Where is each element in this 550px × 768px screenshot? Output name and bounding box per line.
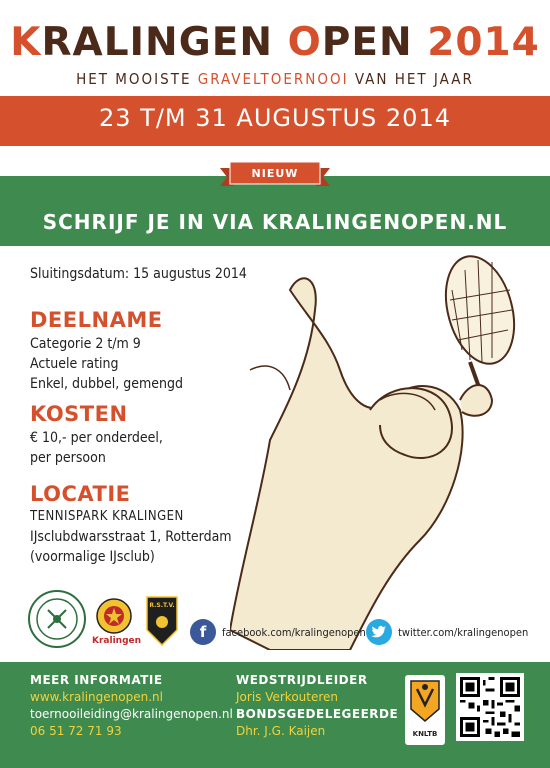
delegate-name: Dhr. J.G. Kaijen	[236, 724, 326, 738]
subtitle-highlight: GRAVELTOERNOOI	[197, 70, 349, 88]
tennis-player-illustration	[230, 250, 550, 650]
kosten-line: per persoon	[30, 450, 106, 466]
section-heading-locatie: LOCATIE	[30, 482, 131, 506]
facebook-link[interactable]	[190, 618, 366, 646]
title-initial: O	[287, 20, 322, 65]
subtitle-text: VAN HET JAAR	[354, 70, 474, 88]
delegate-heading: BONDSGEDELEGEERDE	[236, 707, 399, 721]
knltb-shield-icon	[405, 675, 445, 727]
section-heading-kosten: KOSTEN	[30, 402, 128, 426]
twitter-link[interactable]	[366, 618, 528, 646]
title-initial: K	[10, 20, 42, 65]
locatie-line: (voormalige IJsclub)	[30, 549, 155, 565]
footer-officials	[236, 672, 398, 740]
tennispark-seal-logo	[28, 590, 86, 648]
email-link[interactable]: toernooileiding@kralingenopen.nl	[30, 707, 233, 721]
deelname-line: Actuele rating	[30, 356, 119, 372]
subtitle-text: HET MOOISTE	[76, 70, 192, 88]
ribbon-label: NIEUW	[251, 167, 299, 180]
referee-name: Joris Verkouteren	[236, 690, 339, 704]
facebook-icon: f	[190, 619, 216, 645]
title-word: PEN	[321, 20, 413, 65]
footer-contact	[30, 672, 233, 740]
event-dates: 23 T/M 31 AUGUSTUS 2014	[99, 104, 451, 132]
referee-heading: WEDSTRIJDLEIDER	[236, 673, 368, 687]
subtitle	[0, 70, 550, 88]
kralingen-logo-label: Kralingen	[92, 636, 142, 646]
rstv-logo-label: R.S.T.V.	[149, 602, 175, 609]
locatie-line: IJsclubdwarsstraat 1, Rotterdam	[30, 529, 232, 545]
deelname-line: Enkel, dubbel, gemengd	[30, 376, 183, 392]
phone-number: 06 51 72 71 93	[30, 724, 122, 738]
more-info-heading: MEER INFORMATIE	[30, 673, 163, 687]
kosten-line: € 10,- per onderdeel,	[30, 430, 163, 446]
knltb-label: KNLTB	[412, 730, 438, 738]
kralingen-club-logo	[96, 598, 132, 634]
section-heading-deelname: DEELNAME	[30, 308, 163, 332]
title-word: RALINGEN	[41, 20, 273, 65]
signup-link[interactable]: SCHRIJF JE IN VIA KRALINGENOPEN.NL	[42, 210, 508, 234]
title-year: 2014	[427, 20, 540, 65]
deelname-line: Categorie 2 t/m 9	[30, 336, 141, 352]
qr-code[interactable]	[456, 673, 524, 741]
page-title	[0, 20, 550, 65]
facebook-url: facebook.com/kralingenopen	[222, 625, 366, 639]
twitter-url: twitter.com/kralingenopen	[398, 625, 529, 639]
twitter-icon	[366, 619, 392, 645]
locatie-line: TENNISPARK KRALINGEN	[30, 509, 184, 524]
closing-date: Sluitingsdatum: 15 augustus 2014	[30, 266, 247, 282]
website-link[interactable]: www.kralingenopen.nl	[30, 690, 163, 704]
qr-code-icon	[460, 677, 520, 737]
